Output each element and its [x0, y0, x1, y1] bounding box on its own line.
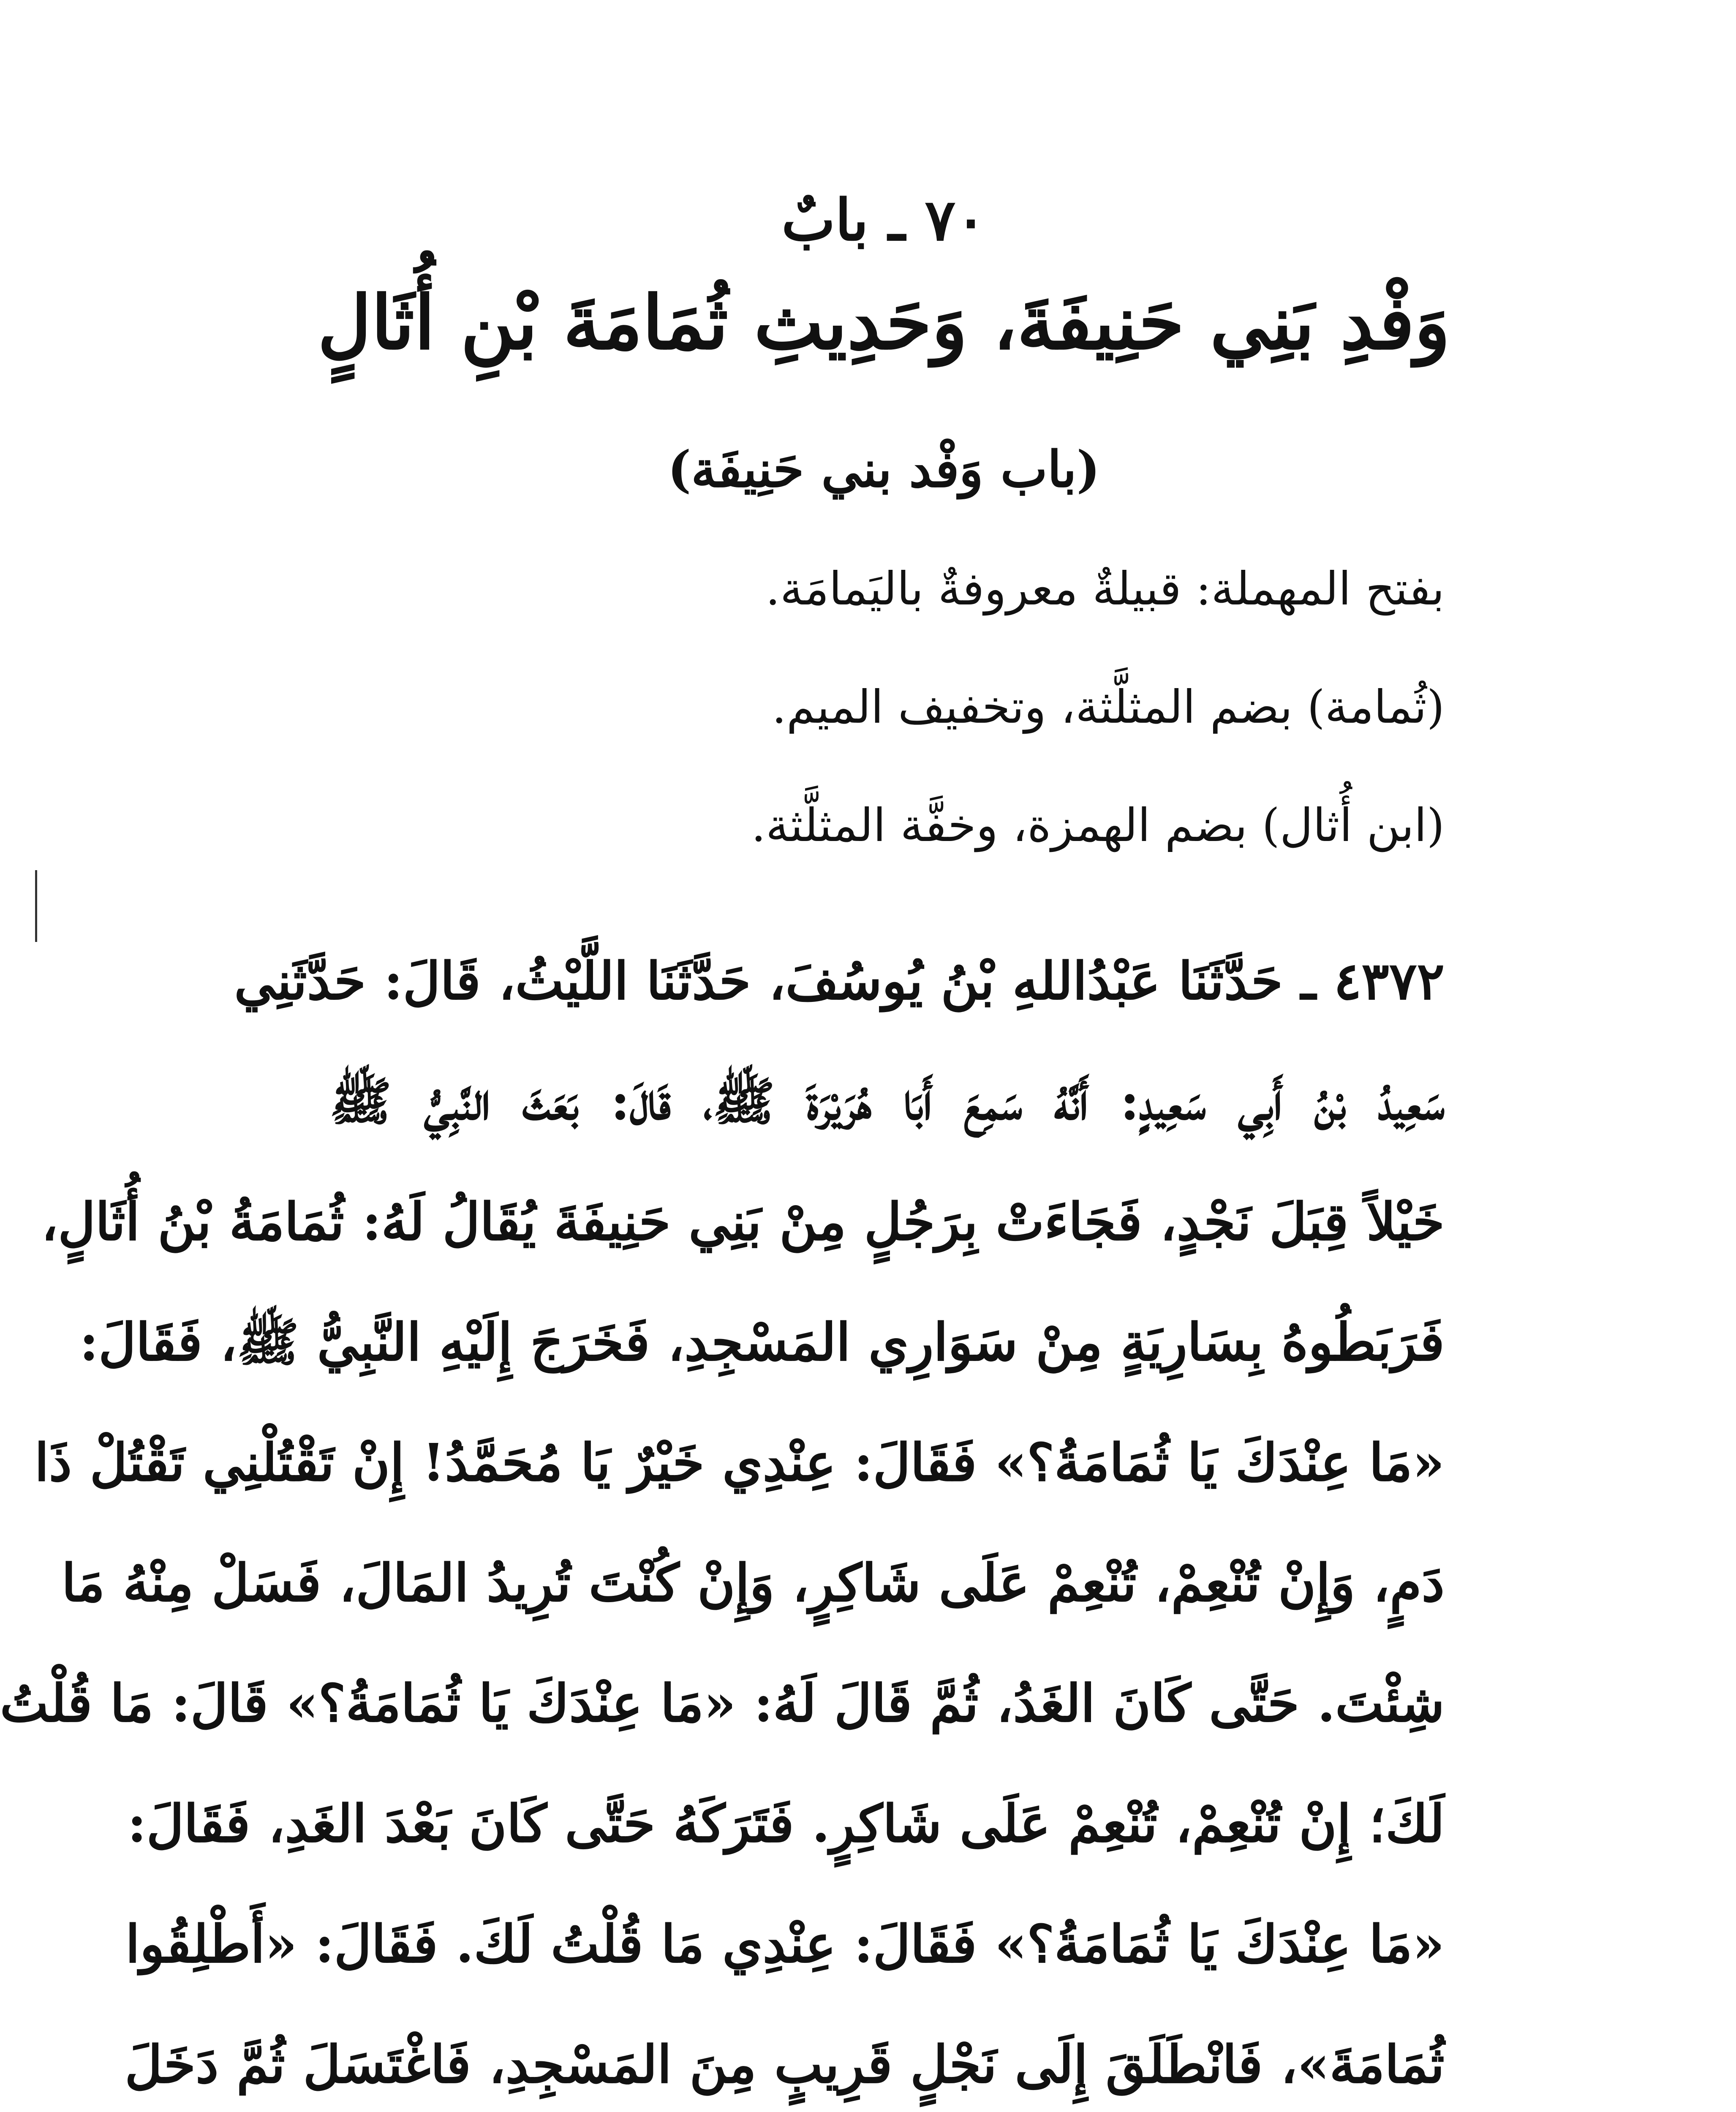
commentary-line: (ثُمامة) بضم المثلَّثة، وتخفيف الميم. — [772, 681, 1445, 734]
commentary-heading: (باب وَفْد بني حَنِيفَة) — [667, 440, 1100, 498]
hadith-line: «مَا عِنْدَكَ يَا ثُمَامَةُ؟» فَقَالَ: عِنْدِي خَيْرٌ يَا مُحَمَّدُ! إِنْ تَقْتُلْنِي تَقْتُلْ ذَا — [34, 1432, 1445, 1493]
hadith-line: «مَا عِنْدَكَ يَا ثُمَامَةُ؟» فَقَالَ: عِنْدِي مَا قُلْتُ لَكَ. فَقَالَ: «أَطْلِقُوا — [125, 1913, 1445, 1974]
hadith-line: دَمٍ، وَإِنْ تُنْعِمْ، تُنْعِمْ عَلَى شَاكِرٍ، وَإِنْ كُنْتَ تُرِيدُ المَالَ، فَسَلْ مِنْهُ مَا — [61, 1552, 1445, 1613]
hadith-line: فَرَبَطُوهُ بِسَارِيَةٍ مِنْ سَوَارِي المَسْجِدِ، فَخَرَجَ إِلَيْهِ النَّبِيُّ ﷺ، فَقَالَ: — [79, 1312, 1445, 1372]
commentary-line: (ابن أُثال) بضم الهمزة، وخفَّة المثلَّثة. — [751, 799, 1445, 852]
hadith-text — [0, 921, 1445, 2112]
hadith-line: سَعِيدُ بْنُ أَبِي سَعِيدٍ: أَنَّهُ سَمِعَ أَبَا هُرَيْرَةَ ﷺ، قَالَ: بَعَثَ النَّبِيُّ ﷺ — [329, 1071, 1445, 1132]
chapter-number: ٧٠ ـ بابٌ — [781, 186, 986, 253]
chapter-title: وَفْدِ بَنِي حَنِيفَةَ، وَحَدِيثِ ثُمَامَةَ بْنِ أُثَالٍ — [317, 280, 1450, 366]
hadith-line: ٤٣٧٢ ـ حَدَّثَنَا عَبْدُاللهِ بْنُ يُوسُفَ، حَدَّثَنَا اللَّيْثُ، قَالَ: حَدَّثَنِي — [234, 950, 1445, 1011]
hadith-line: لَكَ؛ إِنْ تُنْعِمْ، تُنْعِمْ عَلَى شَاكِرٍ. فَتَرَكَهُ حَتَّى كَانَ بَعْدَ الغَدِ، فَقَالَ: — [127, 1793, 1445, 1854]
hadith-line: شِئْتَ. حَتَّى كَانَ الغَدُ، ثُمَّ قَالَ لَهُ: «مَا عِنْدَكَ يَا ثُمَامَةُ؟» قَالَ: مَا قُلْتُ — [0, 1673, 1445, 1734]
margin-mark — [35, 870, 37, 942]
commentary-line: بفتح المهملة: قبيلةٌ معروفةٌ باليَمامَة. — [765, 563, 1445, 615]
hadith-line: ثُمَامَةَ»، فَانْطَلَقَ إِلَى نَجْلٍ قَرِيبٍ مِنَ المَسْجِدِ، فَاغْتَسَلَ ثُمَّ دَخَلَ — [125, 2034, 1445, 2095]
hadith-line: خَيْلاً قِبَلَ نَجْدٍ، فَجَاءَتْ بِرَجُلٍ مِنْ بَنِي حَنِيفَةَ يُقَالُ لَهُ: ثُمَامَةُ بْنُ أُثَالٍ، — [41, 1191, 1445, 1252]
